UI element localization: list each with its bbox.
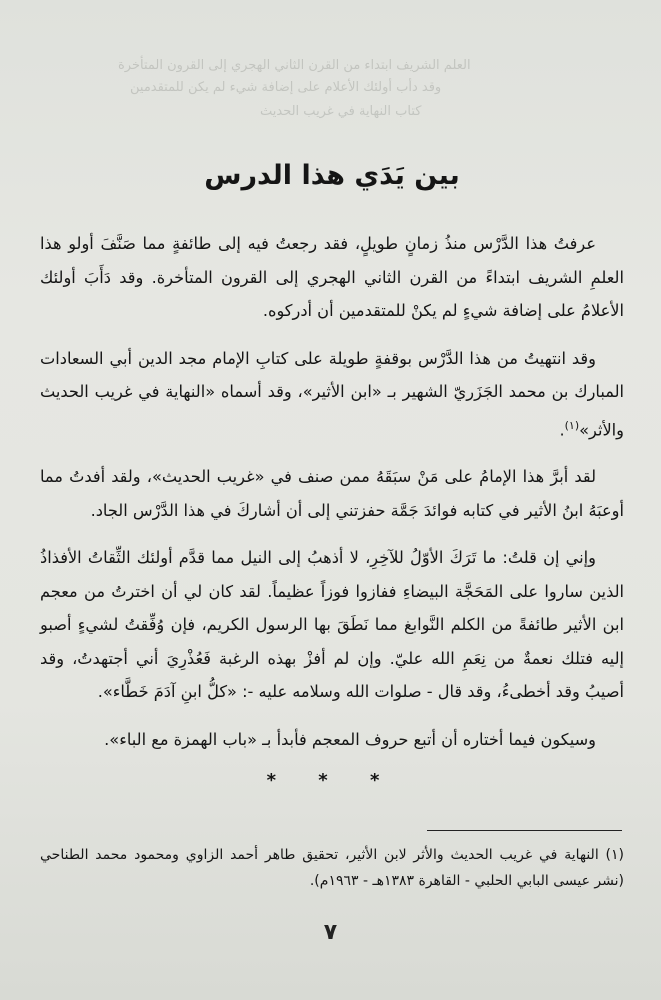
paragraph: وسيكون فيما أختاره أن أتبع حروف المعجم فأبدأ بـ «باب الهمزة مع الباء». [104,729,596,749]
paragraph: وقد انتهيتُ من هذا الدَّرْس بوقفةٍ طويلة على كتابِ الإمام مجد الدين أبي السعادات المبارك بن محمد الجَزَريّ الشهير بـ «ابن الأثير»، وقد أسماه «النهاية في غريب الحديث والأثر»$^{(١)}$. [40,348,624,439]
section-separator: * * * [266,770,398,792]
footnote-rule [427,830,622,831]
bleed-through-text: وقد دأب أولئك الأعلام على إضافة شيء لم يكن للمتقدمين [130,80,442,95]
paragraph: لقد أبرَّ هذا الإمامُ على مَنْ سبَقَهُ ممن صنف في «غريب الحديث»، ولقد أفدتُ مما أوعبَهُ ابنُ الأثير في كتابه فوائدَ جَمَّة حفزتني إلى أن أشاركَ في هذا الدَّرْس الجاد. [40,467,624,520]
paragraph: وإني إن قلتُ: ما تَرَكَ الأوّلُ للآخِرِ، لا أذهبُ إلى النيل مما قدَّم أولئك الثِّقاتُ الأفذاذُ الذين ساروا على المَحَجَّة البيضاءِ ففازوا فوزاً عظيماً. لقد كان لي أن اخترتُ من معجم ابن الأثير طائفةً من الكلم النَّوابغ مما نَطَقَ بها الرسول الكريم، فإن وُفِّقتُ لشيءٍ أصبو إليه فتلك نعمةٌ من نِعَمِ الله عليّ. وإن لم أفزْ بهذه الرغبة فَعُذْرِيَ أني أجتهدتُ، وقد أصيبُ وقد أخطىءُ، وقد قال - صلوات الله وسلامه عليه -: «كلُّ ابنِ آدَمَ خَطَّاء». [40,548,624,702]
page-body [40,160,624,791]
footnote: (١) النهاية في غريب الحديث والأثر لابن الأثير، تحقيق طاهر أحمد الزاوي ومحمود محمد الطناحي (نشر عيسى البابي الحلبي - القاهرة ١٣٨٣هـ - ١٩٦٣م). [40,847,624,889]
bleed-through-text: العلم الشريف ابتداء من القرن الثاني الهجري إلى القرون المتأخرة [118,58,471,73]
paragraph: عرفتُ هذا الدَّرْس منذُ زمانٍ طويلٍ، فقد رجعتُ فيه إلى طائفةٍ مما صَنَّفَ أولو هذا العلمِ الشريف ابتداءً من القرن الثاني الهجري إلى القرون المتأخرة. وقد دَأَبَ أولئك الأعلامُ على إضافة شيءٍ لم يكنْ للمتقدمين أن أدركوه. [40,234,624,320]
bleed-through-text: كتاب النهاية في غريب الحديث [260,104,422,119]
page-title: بين يَدَي هذا الدرس [204,160,460,191]
footnote-reference: (١) [564,418,580,432]
paragraph-text: وقد انتهيتُ من هذا الدَّرْس بوقفةٍ طويلة على كتابِ الإمام مجد الدين أبي السعادات المبارك بن محمد الجَزَريّ الشهير بـ «ابن الأثير»، وقد أسماه «النهاية في غريب الحديث والأثر» [40,348,624,439]
page-number: ٧ [323,920,338,945]
